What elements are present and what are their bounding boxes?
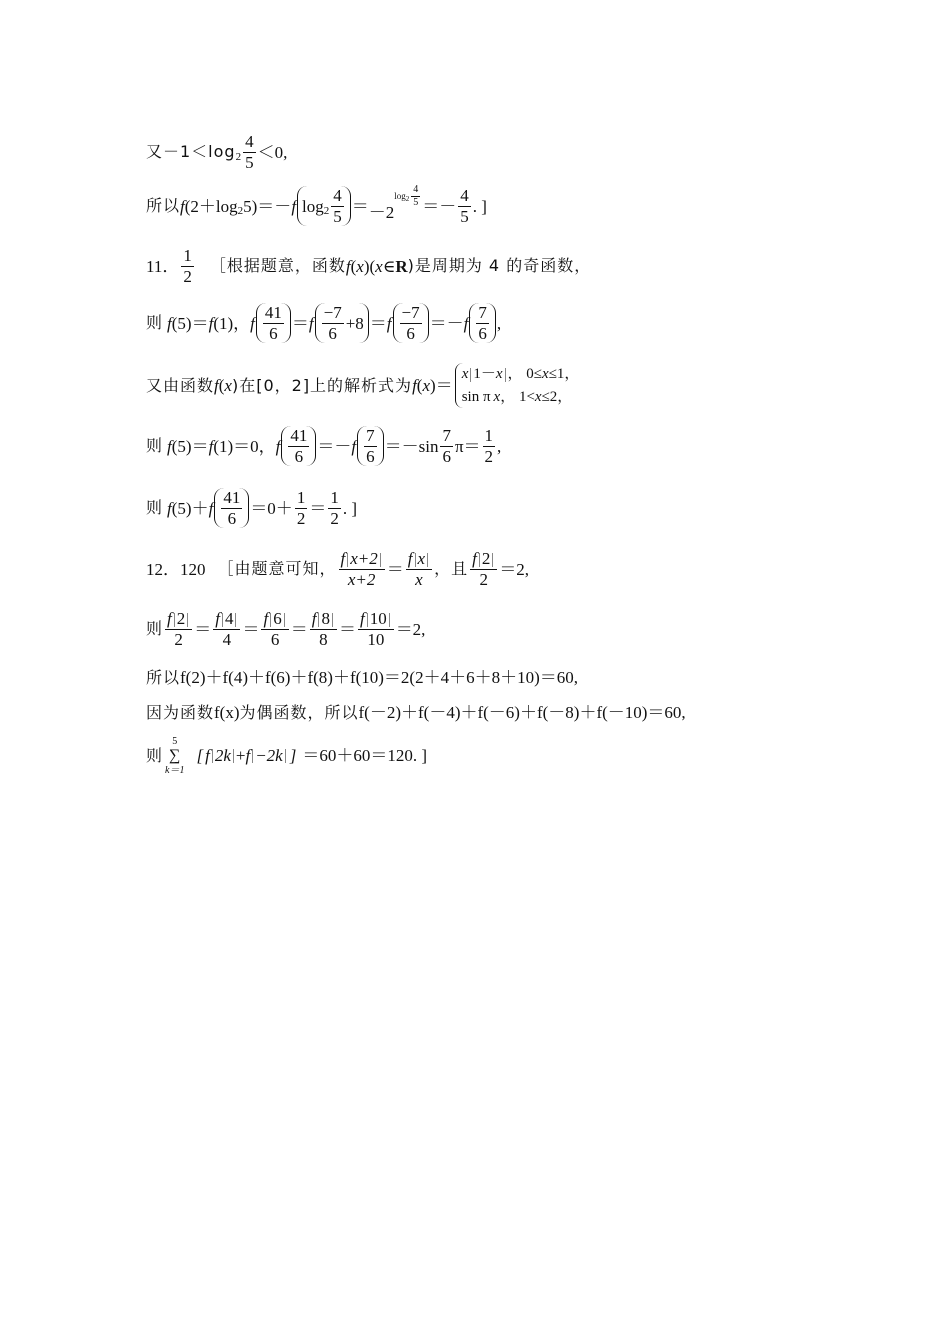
denominator: 6	[227, 508, 237, 528]
numerator: 41	[223, 488, 241, 507]
func: f	[214, 376, 219, 395]
text: 则	[146, 313, 164, 333]
paren-mark	[380, 553, 381, 567]
denominator: x	[415, 569, 423, 589]
line-10	[146, 669, 578, 686]
text: (	[350, 256, 357, 276]
var: x	[422, 376, 431, 395]
fraction	[411, 184, 420, 208]
subscript: 2	[235, 150, 242, 163]
numerator: −7	[323, 303, 342, 322]
text: sin π	[461, 388, 491, 405]
paren-mark	[427, 553, 428, 567]
denominator: 6	[269, 323, 278, 343]
numerator	[339, 549, 385, 570]
text: ＝	[290, 619, 308, 639]
paren-mark	[270, 613, 271, 627]
numerator	[261, 609, 288, 630]
real-set: R	[395, 256, 408, 276]
paren-mark	[389, 613, 390, 627]
paren-mark	[479, 553, 480, 567]
bracket-group	[192, 747, 300, 764]
func: f	[167, 313, 172, 333]
line-8	[146, 549, 529, 589]
equation: f(2)＋f(4)＋f(6)＋f(8)＋f(10)＝2(2＋4＋6＋8＋10)＝60,	[180, 668, 579, 687]
text: ＝2,	[499, 559, 530, 579]
paren-mark	[252, 749, 253, 763]
func: f	[345, 256, 351, 276]
func: f	[463, 313, 469, 333]
fraction	[261, 609, 288, 649]
numerator: 41	[264, 303, 282, 322]
fraction	[470, 549, 497, 589]
func: f	[412, 376, 417, 395]
arg: 6	[273, 609, 282, 628]
func: f	[215, 609, 220, 628]
text: ＝－	[317, 436, 352, 456]
text: ,	[497, 436, 502, 456]
text: －2	[368, 202, 395, 222]
fraction	[400, 303, 422, 343]
text: +	[235, 746, 246, 766]
numerator: 4	[413, 184, 419, 196]
text: ＝2,	[395, 619, 426, 639]
fraction	[221, 488, 242, 528]
text: log	[302, 196, 324, 216]
text: (1)＝0，	[213, 436, 276, 456]
numerator: 7	[442, 426, 451, 445]
text: ∈	[382, 256, 396, 276]
text: ＝	[369, 313, 387, 333]
var: x	[375, 256, 383, 276]
var: x	[542, 366, 549, 382]
text: ,	[496, 313, 502, 333]
numerator	[406, 549, 432, 570]
denominator: 2	[183, 266, 192, 286]
denominator: 2	[479, 569, 488, 589]
paren-mark	[235, 613, 236, 627]
text: 又－1＜log	[146, 142, 236, 162]
arg: 2	[481, 549, 491, 568]
denominator: 6	[294, 446, 304, 466]
denominator: 5	[245, 152, 254, 172]
func: f	[208, 436, 214, 456]
text: ＝	[242, 619, 260, 639]
paren-mark	[470, 368, 471, 382]
numerator: −7	[401, 303, 420, 322]
fraction	[213, 609, 240, 649]
text: ＝－	[429, 313, 464, 333]
paren-group	[297, 186, 351, 226]
text: . ]	[342, 498, 357, 518]
text: . ]	[472, 196, 487, 216]
text: ， 0≤	[507, 366, 543, 382]
text: ，且	[434, 559, 469, 579]
answer-fraction	[181, 246, 194, 286]
denominator: 6	[328, 323, 337, 343]
text: 1－	[473, 366, 496, 382]
denominator: x+2	[347, 569, 376, 589]
equation: f(－2)＋f(－4)＋f(－6)＋f(－8)＋f(－10)＝60,	[358, 703, 686, 722]
var: x	[461, 366, 469, 382]
line-11	[146, 704, 686, 721]
text: +8	[345, 313, 364, 333]
text: ＝0＋	[250, 498, 293, 518]
paren-mark	[505, 368, 506, 382]
question-number: 12．120	[146, 559, 206, 579]
numerator: 7	[478, 303, 487, 322]
numerator: 4	[460, 186, 469, 205]
fraction	[331, 186, 344, 226]
question-number: 11．	[146, 256, 180, 276]
text: (	[218, 376, 225, 395]
paren-mark	[233, 749, 234, 763]
text: ＝	[386, 559, 404, 579]
paren-mark	[187, 613, 188, 627]
text: 因为函数	[146, 702, 215, 722]
text: ＝	[291, 313, 309, 333]
fraction	[358, 609, 394, 649]
text: (	[416, 376, 423, 395]
func: f	[245, 746, 251, 766]
subscript: 2	[323, 204, 330, 217]
func: f	[180, 196, 185, 216]
paren-group	[256, 303, 291, 343]
denominator: 5	[413, 196, 419, 208]
text: (2＋log	[184, 196, 238, 216]
text: ≤1，	[548, 366, 580, 382]
text: ≤2，	[541, 388, 573, 405]
subscript: 2	[237, 204, 244, 217]
text: ＝	[338, 619, 356, 639]
denominator: 8	[319, 629, 328, 649]
func: f	[340, 549, 346, 568]
text: ＝	[309, 498, 327, 518]
denominator: 4	[222, 629, 232, 649]
func: f	[167, 609, 172, 628]
numerator: 1	[296, 488, 306, 507]
paren-mark	[415, 553, 416, 567]
func: f	[167, 498, 172, 518]
fraction	[165, 609, 192, 649]
denominator: 6	[406, 323, 415, 343]
text: ， 1<	[500, 388, 535, 405]
text: )是周期为 4 的奇函数，	[407, 256, 592, 276]
text: π＝	[454, 436, 481, 456]
paren-group	[469, 303, 496, 343]
fraction	[288, 426, 309, 466]
fraction	[458, 186, 471, 226]
paren-group	[281, 426, 316, 466]
fraction	[328, 488, 341, 528]
func: [ f	[205, 746, 210, 766]
paren-mark	[222, 613, 223, 627]
numerator	[470, 549, 497, 570]
text: (5)＋	[171, 498, 209, 518]
var: x	[356, 256, 364, 276]
numerator: 1	[484, 426, 494, 445]
arg: 10	[369, 609, 387, 628]
text: ［根据题意，函数	[209, 256, 346, 276]
func: f	[250, 313, 255, 333]
denominator: 2	[484, 446, 494, 466]
piecewise-brace	[455, 363, 580, 408]
paren-mark	[347, 553, 348, 567]
text: ＜0,	[257, 142, 288, 162]
fraction	[263, 303, 284, 343]
var: x	[495, 366, 503, 382]
func: f	[351, 436, 357, 456]
line-4	[146, 303, 501, 343]
func: f	[208, 313, 214, 333]
fraction	[476, 303, 489, 343]
text: ＝	[351, 196, 369, 216]
fraction	[406, 549, 432, 589]
line-3	[146, 246, 591, 286]
line-9	[146, 609, 425, 649]
func: f	[308, 313, 314, 333]
text: 则	[146, 745, 164, 765]
var: x	[493, 388, 501, 405]
line-2	[146, 186, 487, 226]
func: f	[291, 196, 297, 216]
text: 则	[146, 619, 164, 639]
paren-mark	[174, 613, 175, 627]
paren-mark	[492, 553, 493, 567]
arg: x+2	[350, 549, 378, 568]
paren-group	[393, 303, 429, 343]
numerator: 4	[333, 186, 342, 205]
line-1	[146, 132, 287, 172]
text: ＝－	[422, 196, 457, 216]
text: (5)＝	[171, 436, 209, 456]
text: ［由题意可知，	[217, 559, 337, 579]
text: log	[394, 190, 406, 201]
fraction	[295, 488, 308, 528]
func: f	[167, 436, 172, 456]
denominator: 2	[174, 629, 183, 649]
paren-group	[357, 426, 384, 466]
text: 则	[146, 436, 164, 456]
arg: x	[417, 549, 426, 568]
arg: 8	[321, 609, 330, 628]
summation	[165, 736, 184, 776]
func: f	[311, 609, 317, 628]
fraction	[364, 426, 377, 466]
func: f	[472, 549, 477, 568]
var: x	[534, 388, 542, 405]
func: f	[263, 609, 269, 628]
text: 所以	[146, 667, 181, 687]
func-expr: f(x)	[214, 703, 240, 722]
func: f	[275, 436, 281, 456]
text: )在[0，2]上的解析式为	[231, 375, 413, 395]
func: f	[407, 549, 413, 568]
line-12	[146, 736, 427, 776]
denominator: 5	[460, 206, 469, 226]
fraction	[310, 609, 337, 649]
denominator: 2	[330, 508, 339, 528]
line-5	[146, 363, 579, 408]
numerator: 1	[183, 246, 192, 265]
func: f	[359, 609, 365, 628]
arg: 2	[176, 609, 186, 628]
func: f	[386, 313, 392, 333]
text: 为偶函数，所以	[239, 702, 359, 722]
fraction	[483, 426, 496, 466]
text: (1)，	[213, 313, 251, 333]
text: ＝	[194, 619, 212, 639]
paren-mark	[212, 749, 213, 763]
numerator: 4	[245, 132, 254, 151]
fraction	[440, 426, 453, 466]
paren-mark	[284, 613, 285, 627]
sigma-symbol: ∑	[169, 747, 181, 764]
var: x	[224, 376, 232, 395]
numerator: 1	[330, 488, 339, 507]
fraction	[322, 303, 344, 343]
text: (5)＝	[171, 313, 209, 333]
denominator: 2	[296, 508, 306, 528]
denominator: 10	[367, 629, 385, 649]
arg: −2k	[255, 746, 283, 766]
denominator: 6	[270, 629, 280, 649]
denominator: 6	[478, 323, 487, 343]
paren-group	[214, 488, 249, 528]
fraction	[339, 549, 385, 589]
upper-limit: 5	[172, 736, 178, 747]
text: ＝－sin	[384, 436, 439, 456]
case-2	[462, 386, 580, 409]
case-1	[462, 363, 580, 386]
paren-mark	[367, 613, 368, 627]
arg: 2k	[214, 746, 231, 766]
line-7	[146, 488, 357, 528]
text: )(	[363, 256, 376, 276]
denominator: 6	[366, 446, 375, 466]
text: 所以	[146, 196, 181, 216]
denominator: 6	[442, 446, 451, 466]
paren-mark	[332, 613, 333, 627]
numerator	[310, 609, 337, 630]
denominator: 5	[333, 206, 342, 226]
exponent	[394, 184, 422, 208]
func: f	[208, 498, 214, 518]
lower-limit: k＝1	[165, 764, 185, 776]
text: 又由函数	[146, 375, 215, 395]
paren-mark	[285, 749, 286, 763]
text: ＝60＋60＝120. ]	[302, 746, 428, 766]
line-6	[146, 426, 501, 466]
numerator	[358, 609, 394, 630]
subscript: 2	[405, 194, 410, 203]
numerator	[165, 609, 192, 630]
paren-group	[315, 303, 369, 343]
text: 5)＝－	[243, 196, 292, 216]
numerator: 41	[290, 426, 308, 445]
numerator	[213, 609, 240, 630]
paren-mark	[318, 613, 319, 627]
fraction	[243, 132, 256, 172]
arg: 4	[224, 609, 234, 628]
numerator: 7	[366, 426, 375, 445]
text: 则	[146, 498, 164, 518]
text: )＝	[430, 376, 453, 395]
